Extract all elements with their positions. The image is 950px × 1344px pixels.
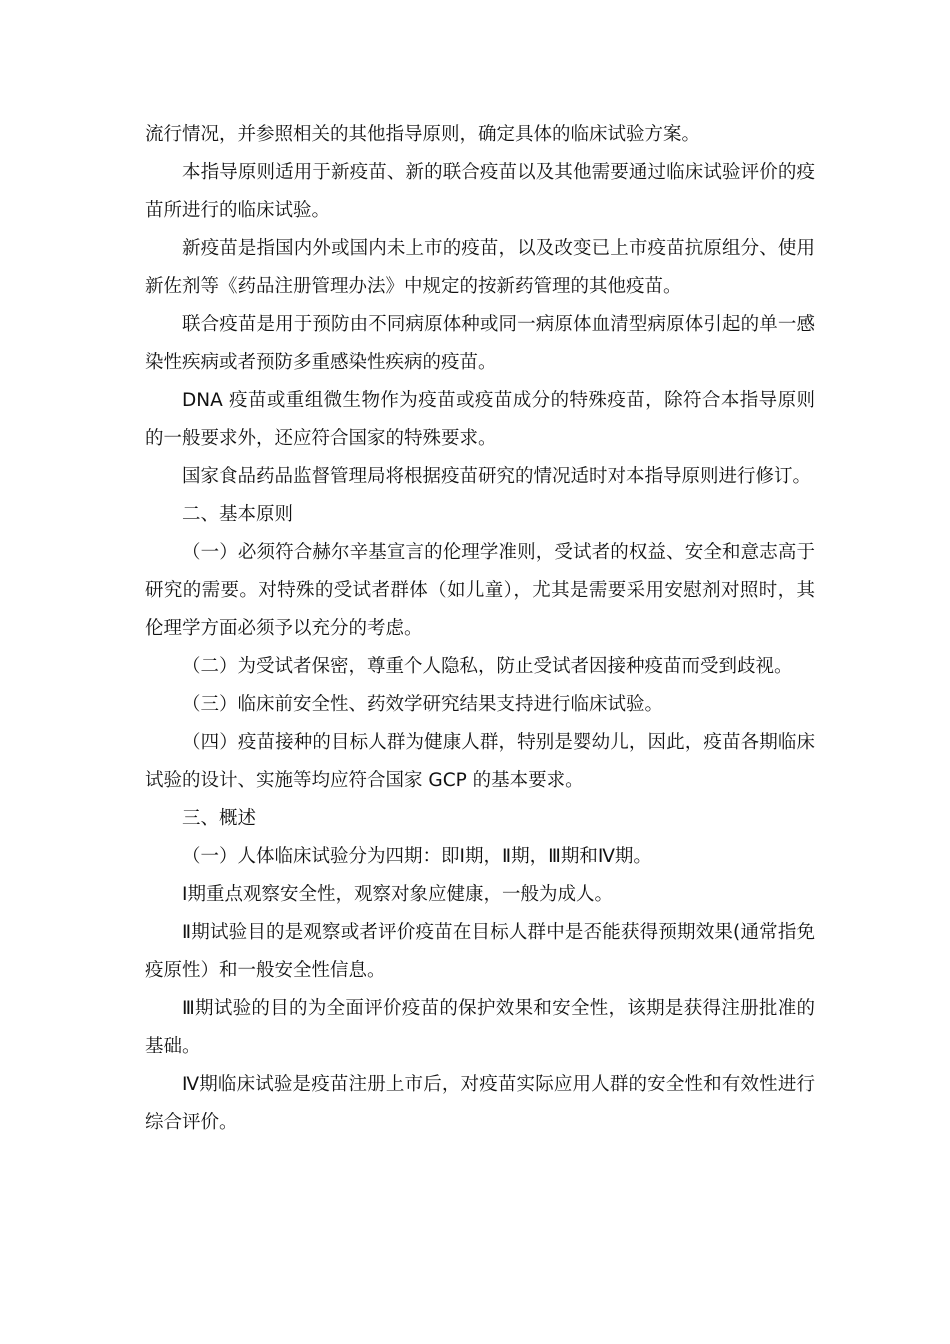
principle-item-3: （三）临床前安全性、药效学研究结果支持进行临床试验。 bbox=[182, 694, 664, 715]
phase-2-description: Ⅱ期试验目的是观察或者评价疫苗在目标人群中是否能获得预期效果(通常指免疫原性）和一般安全性信息。 bbox=[145, 922, 815, 981]
paragraph-combined-vaccine-definition: 联合疫苗是用于预防由不同病原体种或同一病原体血清型病原体引起的单一感染性疾病或者预防多重感染性疾病的疫苗。 bbox=[145, 314, 815, 373]
section-heading-overview: 三、概述 bbox=[182, 808, 257, 829]
paragraph-scope: 本指导原则适用于新疫苗、新的联合疫苗以及其他需要通过临床试验评价的疫苗所进行的临床试验。 bbox=[145, 162, 815, 221]
paragraph-new-vaccine-definition: 新疫苗是指国内外或国内未上市的疫苗，以及改变已上市疫苗抗原组分、使用新佐剂等《药品注册管理办法》中规定的按新药管理的其他疫苗。 bbox=[145, 238, 815, 297]
principle-item-1: （一）必须符合赫尔辛基宣言的伦理学准则，受试者的权益、安全和意志高于研究的需要。对特殊的受试者群体（如儿童），尤其是需要采用安慰剂对照时，其伦理学方面必须予以充分的考虑。 bbox=[145, 542, 815, 639]
paragraph-special-vaccines: DNA 疫苗或重组微生物作为疫苗或疫苗成分的特殊疫苗，除符合本指导原则的一般要求外，还应符合国家的特殊要求。 bbox=[145, 390, 815, 449]
document-body bbox=[145, 116, 815, 1142]
phase-4-description: Ⅳ期临床试验是疫苗注册上市后，对疫苗实际应用人群的安全性和有效性进行综合评价。 bbox=[145, 1074, 815, 1133]
principle-item-2: （二）为受试者保密，尊重个人隐私，防止受试者因接种疫苗而受到歧视。 bbox=[182, 656, 793, 677]
principle-item-4: （四）疫苗接种的目标人群为健康人群，特别是婴幼儿，因此，疫苗各期临床试验的设计、实施等均应符合国家 GCP 的基本要求。 bbox=[145, 732, 815, 791]
phase-1-description: Ⅰ期重点观察安全性，观察对象应健康，一般为成人。 bbox=[182, 884, 613, 905]
paragraph-continuation: 流行情况，并参照相关的其他指导原则，确定具体的临床试验方案。 bbox=[145, 124, 701, 145]
phase-3-description: Ⅲ期试验的目的为全面评价疫苗的保护效果和安全性，该期是获得注册批准的基础。 bbox=[145, 998, 815, 1057]
overview-item-1: （一）人体临床试验分为四期：即Ⅰ期，Ⅱ期，Ⅲ期和Ⅳ期。 bbox=[182, 846, 652, 867]
paragraph-revision: 国家食品药品监督管理局将根据疫苗研究的情况适时对本指导原则进行修订。 bbox=[182, 466, 812, 487]
section-heading-basic-principles: 二、基本原则 bbox=[182, 504, 294, 525]
